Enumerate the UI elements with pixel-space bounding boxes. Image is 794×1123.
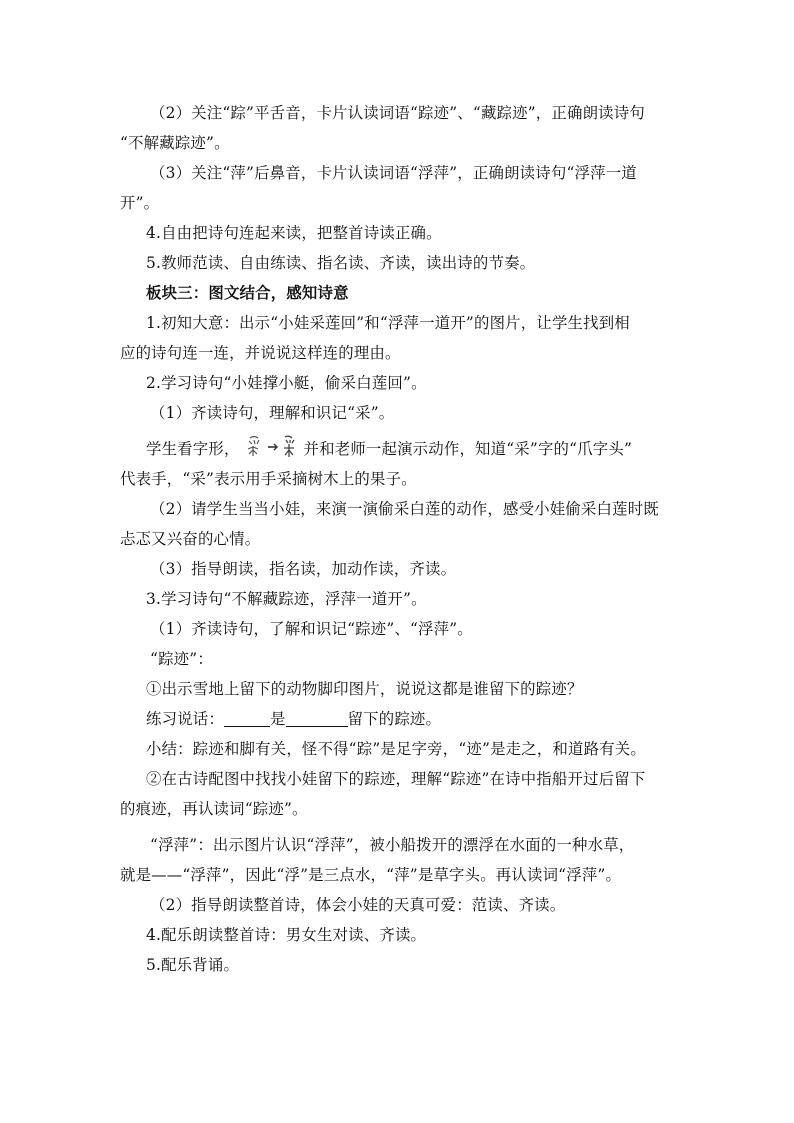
paragraph: [120, 554, 680, 584]
paragraph: [120, 158, 680, 188]
practice-tail: 留下的踪迹。: [347, 710, 442, 728]
paragraph: [120, 614, 680, 644]
heading-text: 板块三：图文结合，感知诗意: [146, 284, 349, 302]
paragraph: [120, 218, 680, 248]
text-line: “不解藏踪迹”。: [120, 134, 230, 152]
paragraph: [120, 644, 680, 674]
paragraph: [120, 98, 680, 128]
text-line: （1）齐读诗句，理解和识记“采”。: [150, 404, 395, 422]
text-line: 4.配乐朗读整首诗：男女生对读、齐读。: [146, 926, 427, 944]
text-line: “浮萍”：出示图片认识“浮萍”，被小船拨开的漂浮在水面的一种水草，: [150, 836, 635, 854]
practice-label: 练习说话：: [146, 710, 224, 728]
section-heading: [120, 278, 680, 308]
lesson-plan-body: [120, 98, 680, 980]
fill-blank-2[interactable]: [286, 709, 348, 727]
text-line: （3）指导朗读，指名读，加动作读，齐读。: [150, 560, 457, 578]
text-line: （2）关注“踪”平舌音，卡片认读词语“踪迹”、“藏踪迹”，正确朗读诗句: [150, 104, 645, 122]
text-line: 应的诗句连一连，并说说这样连的理由。: [120, 344, 401, 362]
text-line: 开”。: [120, 194, 160, 212]
paragraph: [120, 308, 680, 338]
text-line: 并和老师一起演示动作，知道“采”字的“爪字头”: [303, 440, 633, 458]
text-line: （2）指导朗读整首诗，体会小娃的天真可爱：范读、齐读。: [150, 896, 566, 914]
text-line: 3.学习诗句“不解藏踪迹，浮萍一道开”。: [146, 590, 427, 608]
paragraph: [120, 764, 680, 794]
speaking-practice: [120, 704, 680, 734]
paragraph-continuation: [120, 128, 680, 158]
paragraph-continuation: [120, 860, 680, 890]
text-line: （2）请学生当当小娃，来演一演偷采白莲的动作，感受小娃偷采白莲时既: [150, 500, 659, 518]
text-line: 学生看字形，: [146, 440, 240, 458]
paragraph: [120, 368, 680, 398]
text-line: ①出示雪地上留下的动物脚印图片，说说这都是谁留下的踪迹？: [146, 680, 583, 698]
paragraph: [120, 248, 680, 278]
text-line: ②在古诗配图中找找小娃留下的踪迹，理解“踪迹”在诗中指船开过后留下: [146, 770, 646, 788]
paragraph-continuation: [120, 794, 680, 824]
text-line: （3）关注“萍”后鼻音，卡片认读词语“浮萍”，正确朗读诗句“浮萍一道: [150, 164, 637, 182]
paragraph-continuation: [120, 188, 680, 218]
text-line: “踪迹”：: [150, 650, 213, 668]
fill-blank-1[interactable]: [224, 709, 270, 727]
paragraph: [120, 398, 680, 428]
text-line: 就是——“浮萍”，因此“浮”是三点水，“萍”是草字头。再认读词“浮萍”。: [120, 866, 622, 884]
paragraph: [120, 434, 680, 464]
text-line: 2.学习诗句“小娃撑小艇，偷采白莲回”。: [146, 374, 427, 392]
paragraph-continuation: [120, 338, 680, 368]
text-line: 5.教师范读、自由练读、指名读、齐读，读出诗的节奏。: [146, 254, 536, 272]
text-line: 1.初知大意：出示“小娃采莲回”和“浮萍一道开”的图片，让学生找到相: [146, 314, 630, 332]
text-line: 忐忑又兴奋的心情。: [120, 530, 261, 548]
paragraph-continuation: [120, 464, 680, 494]
paragraph: [120, 494, 680, 524]
paragraph: [120, 830, 680, 860]
text-line: （1）齐读诗句，了解和识记“踪迹”、“浮萍”。: [150, 620, 473, 638]
text-line: 的痕迹，再认读词“踪迹”。: [120, 800, 308, 818]
text-line: 5.配乐背诵。: [146, 956, 240, 974]
paragraph: [120, 584, 680, 614]
paragraph: [120, 734, 680, 764]
ancient-character-icon: [244, 434, 300, 460]
practice-word: 是: [269, 710, 286, 728]
text-line: 代表手，“采”表示用手采摘树木上的果子。: [120, 470, 417, 488]
paragraph-continuation: [120, 524, 680, 554]
text-line: 4.自由把诗句连起来读，把整首诗读正确。: [146, 224, 442, 242]
character-evolution-image: [244, 434, 300, 460]
text-line: 小结：踪迹和脚有关，怪不得“踪”是足字旁，“迹”是走之，和道路有关。: [146, 740, 646, 758]
paragraph: [120, 920, 680, 950]
paragraph: [120, 674, 680, 704]
paragraph: [120, 890, 680, 920]
paragraph: [120, 950, 680, 980]
